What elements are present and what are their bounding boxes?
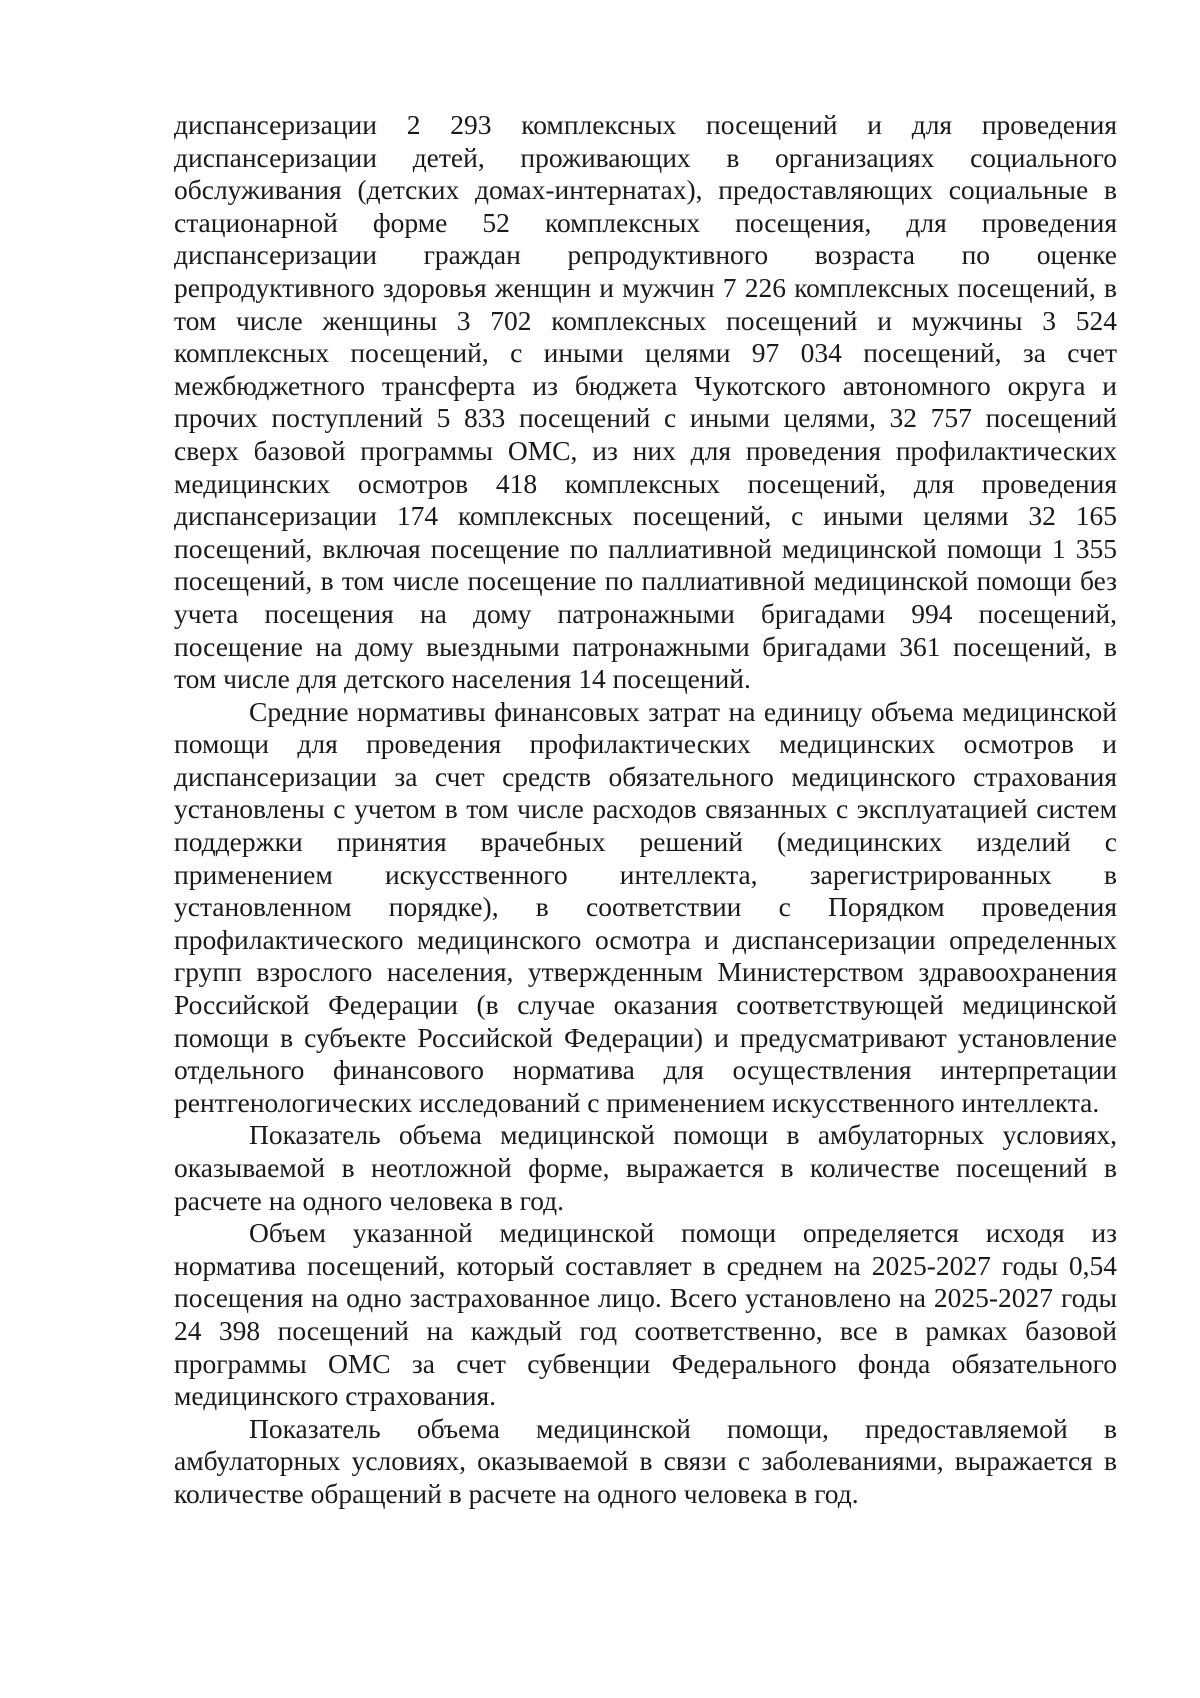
paragraph-financial-norms: Средние нормативы финансовых затрат на единицу объема медицинской помощи для проведения профилактических медицинских осмотров и диспансеризации за счет средств обязательного медицинского страхования установлены с учетом в том числе расходов связанных с эксплуатацией систем поддержки принятия врачебных решений (медицинских изделий с применением искусственного интеллекта, зарегистрированных в установленном порядке), в соответствии с Порядком проведения профилактического медицинского осмотра и диспансеризации определенных групп взрослого населения, утвержденным Министерством здравоохранения Российской Федерации (в случае оказания соответствующей медицинской помощи в субъекте Российской Федерации) и предусматривают установление отдельного финансового норматива для осуществления интерпретации рентгенологических исследований с применением искусственного интеллекта.: [174, 695, 1117, 1118]
paragraph-continuation: диспансеризации 2 293 комплексных посещений и для проведения диспансеризации детей, проживающих в организациях социального обслуживания (детских домах-интернатах), предоставляющих социальные в стационарной форме 52 комплексных посещения, для проведения диспансеризации граждан репродуктивного возраста по оценке репродуктивного здоровья женщин и мужчин 7 226 комплексных посещений, в том числе женщины 3 702 комплексных посещений и мужчины 3 524 комплексных посещений, с иными целями 97 034 посещений, за счет межбюджетного трансферта из бюджета Чукотского автономного округа и прочих поступлений 5 833 посещений с иными целями, 32 757 посещений сверх базовой программы ОМС, из них для проведения профилактических медицинских осмотров 418 комплексных посещений, для проведения диспансеризации 174 комплексных посещений, с иными целями 32 165 посещений, включая посещение по паллиативной медицинской помощи 1 355 посещений, в том числе посещение по паллиативной медицинской помощи без учета посещения на дому патронажными бригадами 994 посещений, посещение на дому выездными патронажными бригадами 361 посещений, в том числе для детского населения 14 посещений.: [174, 109, 1117, 695]
paragraph-disease-indicator: Показатель объема медицинской помощи, предоставляемой в амбулаторных условиях, оказываемой в связи с заболеваниями, выражается в количестве обращений в расчете на одного человека в год.: [174, 1412, 1117, 1509]
paragraph-emergency-indicator: Показатель объема медицинской помощи в амбулаторных условиях, оказываемой в неотложной форме, выражается в количестве посещений в расчете на одного человека в год.: [174, 1119, 1117, 1216]
document-body: [174, 109, 1117, 1511]
paragraph-emergency-volume: Объем указанной медицинской помощи определяется исходя из норматива посещений, который составляет в среднем на 2025-2027 годы 0,54 посещения на одно застрахованное лицо. Всего установлено на 2025-2027 годы 24 398 посещений на каждый год соответственно, все в рамках базовой программы ОМС за счет субвенции Федерального фонда обязательного медицинского страхования.: [174, 1217, 1117, 1412]
